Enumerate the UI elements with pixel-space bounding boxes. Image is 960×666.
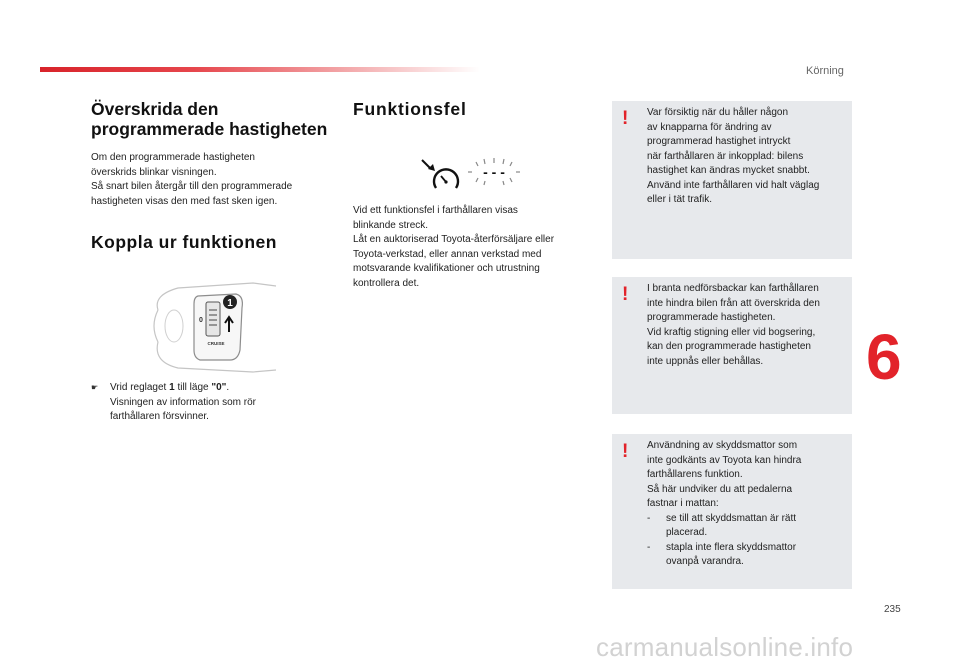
list-dash: - — [647, 512, 651, 524]
section-title-malfunction: Funktionsfel — [353, 99, 467, 119]
para-line: kontrollera det. — [353, 277, 420, 289]
chapter-title: Körning — [806, 65, 844, 77]
step-line-1: Vrid reglaget 1 till läge "0". — [110, 382, 230, 393]
exceed-speed-paragraph — [91, 151, 331, 209]
warning-line: eller i tät trafik. — [647, 194, 713, 205]
warning-icon: ! — [622, 441, 629, 462]
list-item-line: ovanpå varandra. — [666, 556, 744, 567]
list-item-line: se till att skyddsmattan är rätt — [666, 512, 797, 524]
warning-icon: ! — [622, 108, 629, 129]
lever-number-label: 1 — [227, 298, 233, 309]
warning-line: programmerade hastigheten. — [647, 312, 776, 323]
lever-zero-label: 0 — [199, 317, 203, 324]
warning-box-downhill — [612, 277, 852, 414]
warning-line: Användning av skyddsmattor som — [647, 440, 798, 451]
para-line: hastigheten visas den med fast sken igen. — [91, 195, 278, 207]
warning-box-speed-buttons — [612, 101, 852, 259]
malfunction-display-illustration — [418, 156, 528, 194]
warning-line: Var försiktig när du håller någon — [647, 107, 789, 118]
para-line: Om den programmerade hastigheten — [91, 152, 255, 163]
step-text: till läge — [174, 382, 212, 393]
chapter-number: 6 — [866, 321, 902, 393]
list-item-line: stapla inte flera skyddsmattor — [666, 541, 797, 553]
title-line-1: Överskrida den — [91, 99, 219, 119]
warning-line: Använd inte farthållaren vid halt väglag — [647, 179, 820, 191]
list-item — [647, 512, 847, 541]
para-line: motsvarande kvalifikationer och utrustning — [353, 263, 540, 274]
para-line: Toyota-verkstad, eller annan verkstad med — [353, 248, 542, 260]
warning-line: kan den programmerade hastigheten — [647, 341, 811, 352]
section-title-exceed-speed — [91, 99, 341, 139]
para-line: Så snart bilen återgår till den programmerade — [91, 181, 293, 192]
warning-line: programmerad hastighet intryckt — [647, 136, 791, 147]
warning-line: farthållarens funktion. — [647, 469, 743, 480]
steering-column-lever-icon — [148, 280, 280, 374]
floor-mat-list — [647, 512, 847, 570]
lever-cruise-label: CRUISE — [207, 341, 225, 346]
warning-line: hastighet kan ändras mycket snabbt. — [647, 165, 810, 176]
title-line-2: programmerade hastigheten — [91, 119, 328, 139]
warning-box-floor-mats — [612, 434, 852, 589]
speedometer-blinking-dashes-icon — [418, 156, 528, 194]
warning-line: av knapparna för ändring av — [647, 121, 772, 133]
header-accent-bar — [40, 67, 480, 72]
warning-icon: ! — [622, 284, 629, 305]
para-line: Vid ett funktionsfel i farthållaren visas — [353, 205, 518, 216]
warning-line: inte hindra bilen från att överskrida den — [647, 297, 820, 309]
step-position: "0" — [211, 382, 227, 393]
section-title-disengage: Koppla ur funktionen — [91, 232, 277, 252]
warning-line: när farthållaren är inkopplad: bilens — [647, 150, 804, 162]
warning-line: Så här undviker du att pedalerna — [647, 483, 793, 495]
step-line-2: Visningen av information som rör — [110, 396, 256, 408]
cruise-lever-illustration — [148, 280, 280, 374]
list-dash: - — [647, 541, 651, 553]
blinking-dashes: - - - — [483, 164, 505, 180]
disengage-step — [91, 381, 321, 425]
list-item — [647, 541, 847, 570]
list-item-line: placerad. — [666, 527, 708, 538]
warning-line: Vid kraftig stigning eller vid bogsering, — [647, 326, 816, 338]
malfunction-paragraph — [353, 204, 603, 291]
warning-line: fastnar i mattan: — [647, 498, 719, 509]
site-watermark: carmanualsonline.info — [596, 632, 854, 662]
step-control-number: 1 — [169, 382, 175, 393]
step-text: Vrid reglaget — [110, 382, 170, 393]
warning-line: inte godkänts av Toyota kan hindra — [647, 454, 802, 466]
warning-line: inte uppnås eller behållas. — [647, 355, 764, 367]
bullet-arrow-icon: ☛ — [91, 383, 99, 392]
step-line-3: farthållaren försvinner. — [110, 411, 209, 422]
page-number: 235 — [884, 604, 901, 615]
para-line: Låt en auktoriserad Toyota-återförsäljare eller — [353, 234, 555, 245]
para-line: överskrids blinkar visningen. — [91, 166, 217, 178]
warning-line: I branta nedförsbackar kan farthållaren — [647, 283, 819, 294]
para-line: blinkande streck. — [353, 219, 429, 231]
